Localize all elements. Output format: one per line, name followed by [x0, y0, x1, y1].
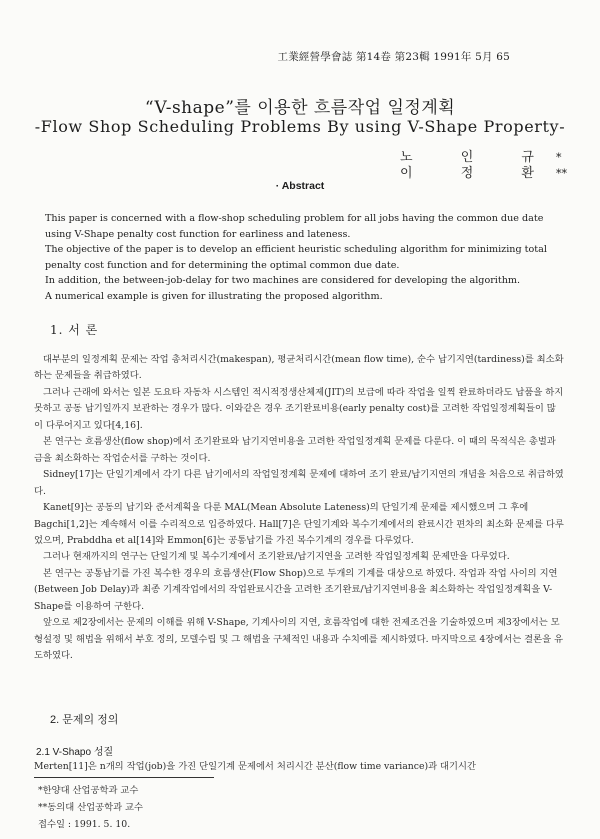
abstract-paragraph: The objective of the paper is to develop an efficient heuristic scheduling algorithm for minimizing total penalty cost function and for determining the optimal common due date. — [45, 244, 547, 271]
footnote-divider — [34, 777, 214, 778]
body-paragraph: 그러나 근래에 와서는 일본 도요타 자동차 시스템인 적시적정생산체제(JIT)의 보급에 따라 작업을 일찍 완료하더라도 납품을 하지못하고 공동 납기일까지 보관하는 경우가 많다. 이와같은 경우 조기완료비용(early penalty cost)를 고려한 작업일정계획들이 많이 다루어지고 있다[4,16]. — [34, 386, 564, 431]
abstract-paragraph: This paper is concerned with a flow-shop scheduling problem for all jobs having the common due date using V-Shape penalty cost function for earliness and lateness. — [45, 213, 544, 240]
body-paragraph: 앞으로 제2장에서는 문제의 이해를 위해 V-Shape, 기계사이의 지연, 흐름작업에 대한 전제조건을 기술하였으며 제3장에서는 모형설정 및 해법을 위해서 부호 정의, 모델수립 및 그 해법을 구체적인 내용과 수치예를 제시하였다. 마지막으로 4장에서는 결론을 유도하였다. — [34, 617, 564, 662]
footnote-author-1: *한양대 산업공학과 교수 — [38, 785, 139, 796]
abstract-body — [45, 211, 565, 305]
body-paragraph: 그러나 현재까지의 연구는 단일기계 및 복수기계에서 조기완료/납기지연을 고려한 작업일정계획 문제만을 다루었다. — [43, 551, 510, 563]
subsection-2-1-heading: 2.1 V-Shapo 성질 — [36, 747, 114, 758]
abstract-paragraph: In addition, the between-job-delay for two machines are considered for developing the algorithm. — [45, 275, 521, 287]
body-paragraph: 대부분의 일정계획 문제는 작업 총처리시간(makespan), 평균처리시간(mean flow time), 순수 납기지연(tardiness)를 최소화하는 문제들을 취급하였다. — [34, 354, 564, 382]
paper-title-korean: “V-shape”를 이용한 흐름작업 일정계획 — [144, 98, 456, 118]
body-paragraph: 본 연구는 흐름생산(flow shop)에서 조기완료와 납기지연비용을 고려한 작업일정계획 문제를 다룬다. 이 때의 목적식은 총벌과금을 최소화하는 작업순서를 구하는 것이다. — [34, 436, 556, 464]
body-paragraph: 본 연구는 공통납기를 가진 복수한 경우의 흐름생산(Flow Shop)으로 두개의 기계를 대상으로 하였다. 작업과 작업 사이의 지연(Between Job Delay)과 최종 기계작업에서의 작업완료시간을 고려한 조기완료/납기지연비용을 최소화하는 작업일정계획을 V-Shape를 이용하여 구한다. — [34, 567, 558, 612]
author-2 — [400, 162, 567, 181]
paper-title-english: -Flow Shop Scheduling Problems By using V-Shape Property- — [34, 117, 566, 136]
abstract-paragraph: A numerical example is given for illustrating the proposed algorithm. — [45, 290, 383, 302]
author-mark: ** — [555, 167, 567, 180]
footnote-author-2: **동의대 산업공학과 교수 — [38, 802, 144, 813]
author-mark: * — [555, 151, 562, 164]
abstract-heading: · Abstract — [275, 180, 325, 192]
journal-header: 工業經營學會誌 第14卷 第23輯 1991年 5月 65 — [277, 51, 510, 63]
author-name: 노 인 규 — [400, 150, 556, 165]
section-1-heading: 1. 서 론 — [50, 323, 99, 337]
author-name: 이 정 환 — [400, 166, 556, 181]
body-paragraph: Sidney[17]는 단일기계에서 각기 다른 납기에서의 작업일정계획 문제에 대하여 조기 완료/납기지연의 개념을 처음으로 취급하였다. — [34, 469, 564, 497]
received-date: 접수일 : 1991. 5. 10. — [38, 819, 131, 830]
section-2-heading: 2. 문제의 정의 — [50, 714, 119, 726]
body-paragraph: Kanet[9]는 공동의 납기와 준서계획을 다룬 MAL(Mean Absolute Lateness)의 단일기계 문제를 제시했으며 그 후에 Bagchi[1,2]는 계속해서 이를 수리적으로 입증하였다. Hall[7]은 단일기계와 복수기계에서의 완료시간 편차의 최소화 문제를 다루었으며, Prabddha et al[14]와 Emmon[6]는 공통납기를 가진 복수기계의 경우를 다루었다. — [34, 502, 564, 546]
section-2-body: Merten[11]은 n개의 작업(job)을 가진 단일기계 문제에서 처리시간 분산(flow time variance)과 대기시간 — [34, 761, 476, 772]
section-1-body — [34, 352, 564, 665]
